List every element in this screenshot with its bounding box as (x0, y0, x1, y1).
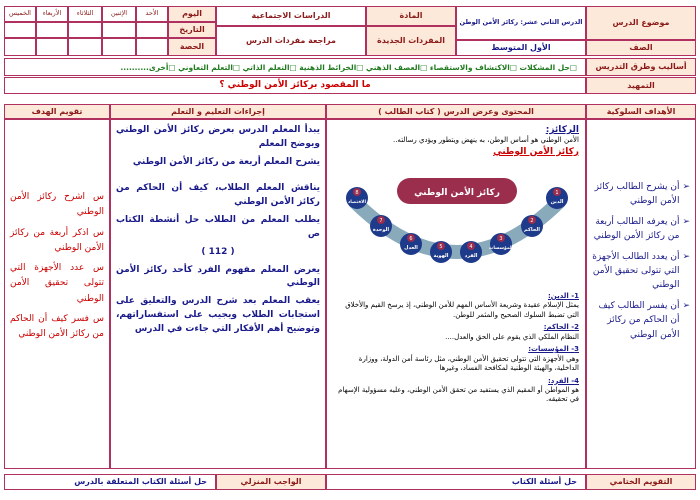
date-label: التاريخ (168, 22, 216, 38)
svg-text:الفرد: الفرد (464, 253, 478, 259)
col-procedures-header: إجراءات التعليم و التعلم (110, 104, 326, 119)
final-eval-label: التقويم الختامي (586, 474, 696, 490)
arrow-bullet-icon: ➢ (682, 182, 690, 192)
section-ruler-text: النظام الملكي الذي يقوم على الحق والعدل.... (445, 332, 579, 341)
subject-label: المادة (366, 6, 456, 26)
content-column (326, 119, 586, 469)
arrow-bullet-icon: ➢ (682, 300, 690, 311)
svg-text:الاقتصاد: الاقتصاد (347, 200, 367, 205)
pillar-node (521, 215, 543, 237)
svg-text:2: 2 (530, 218, 534, 224)
period-cell-2 (102, 38, 136, 56)
procedure-item: يعقب المعلم بعد شرح الدرس والتعليق على استجابات الطلاب ويجيب على استفساراتهم، وتوضيح أهم الأفكار التي جاءت في الدرس (116, 296, 320, 335)
section-individual-title: 4- الفرد: (547, 376, 579, 385)
content-title-pillars: الركائز: (545, 125, 579, 135)
homework-label: الواجب المنزلي (216, 474, 326, 490)
vocab-label: المفردات الجديدة (366, 26, 456, 56)
svg-text:الهوية: الهوية (433, 253, 449, 259)
pillar-node (430, 241, 452, 263)
day-wed: الأربعاء (36, 6, 68, 22)
evaluation-question: س اذكر أربعة من ركائز الأمن الوطني (10, 227, 104, 253)
date-cell-3 (68, 22, 102, 38)
subject-value: الدراسات الاجتماعية (216, 6, 366, 26)
svg-text:6: 6 (409, 236, 413, 242)
svg-text:4: 4 (469, 244, 473, 250)
day-thu: الخميس (4, 6, 36, 22)
pillar-node (460, 241, 482, 263)
svg-text:الوحدة: الوحدة (372, 227, 390, 233)
svg-text:8: 8 (355, 190, 359, 196)
grade-label: الصف (586, 40, 696, 56)
section-religion-text: يمثل الإسلام عقيدة وشريعة الأساس المهم للأمن الوطني، إذ يرسخ القيم والأخلاق التي تضبط السلوك الصحيح والمثمر للوطن. (345, 301, 579, 319)
period-cell-1 (136, 38, 168, 56)
svg-text:1: 1 (555, 190, 559, 196)
objectives-column (586, 119, 696, 469)
lesson-label: موضوع الدرس (586, 6, 696, 40)
section-religion-title: 1- الدين: (547, 292, 579, 300)
svg-text:الدين: الدين (550, 199, 564, 205)
diagram-title: ركائز الأمن الوطني (414, 188, 500, 198)
day-label: اليوم (168, 6, 216, 22)
evaluation-question: س فسر كيف أن الحاكم من ركائز الأمن الوطني (10, 314, 104, 340)
day-mon: الإثنين (102, 6, 136, 22)
procedures-column (110, 119, 326, 469)
date-cell-5 (4, 22, 36, 38)
methods-options: □حل المشكلات □الاكتشاف والاستقصاء □العصف الذهني □الخرائط الذهنية □التعلم الذاتي □التعلم التعاوني □أخرى.......... (4, 58, 586, 76)
procedure-item: يناقش المعلم الطلاب، كيف أن الحاكم من ركائز الأمن الوطني (116, 182, 320, 207)
methods-label: أساليب وطرق التدريس (586, 58, 696, 76)
grade-value: الأول المتوسط (456, 40, 586, 56)
evaluation-column (4, 119, 110, 469)
intro-label: التمهيد (586, 77, 696, 94)
procedure-item: يبدأ المعلم الدرس بعرض ركائز الأمن الوطني ويوضح المعلم (116, 125, 320, 149)
period-cell-4 (36, 38, 68, 56)
objective-item: ➢ أن يعرفه الطالب أربعة من ركائز الأمن الوطني (592, 215, 690, 244)
period-label: الحصة (168, 38, 216, 56)
svg-text:المؤسسات: المؤسسات (488, 246, 514, 251)
svg-text:3: 3 (499, 236, 503, 242)
section-institutions-title: 3- المؤسسات: (528, 345, 579, 354)
date-cell-2 (102, 22, 136, 38)
section-individual-text: هو المواطن أو المقيم الذي يستفيد من تحقق الأمن الوطني، وعليه مسؤولية الإسهام في تحقيقه. (338, 385, 579, 404)
intro-value: ما المقصود بركائز الأمن الوطني ؟ (4, 77, 586, 94)
svg-text:7: 7 (379, 218, 383, 224)
content-title-security-pillars: ركائز الأمن الوطني (493, 146, 579, 157)
section-ruler-title: 2- الحاكم: (543, 323, 579, 332)
procedure-item: يطلب المعلم من الطلاب حل أنشطة الكتاب ص (116, 214, 320, 239)
arrow-bullet-icon: ➢ (682, 216, 690, 227)
pillar-node (400, 233, 422, 255)
period-cell-5 (4, 38, 36, 56)
lesson-value: الدرس الثاني عشر: ركائز الأمن الوطن (456, 6, 586, 40)
homework-value: حل أسئلة الكتاب المتعلقة بالدرس (4, 474, 216, 490)
pillar-node (370, 215, 392, 237)
arrow-bullet-icon: ➢ (682, 251, 690, 262)
pillars-diagram (335, 172, 579, 292)
svg-text:5: 5 (439, 244, 443, 250)
procedure-item: يعرض المعلم مفهوم الفرد كأحد ركائز الأمن الوطني (116, 264, 320, 289)
evaluation-question: س عدد الأجهزة التي تتولى تحقيق الأمن الوطني (10, 263, 104, 304)
objective-item: ➢ أن يشرح الطالب ركائز الأمن الوطني (592, 180, 690, 209)
day-tue: الثلاثاء (68, 6, 102, 22)
svg-text:العدل: العدل (404, 245, 418, 251)
procedure-item: يشرح المعلم أربعة من ركائز الأمن الوطني (132, 156, 320, 167)
date-cell-1 (136, 22, 168, 38)
period-cell-3 (68, 38, 102, 56)
content-intro-text: الأمن الوطني هو أساس الوطن، به ينهض ويتطور ويؤدي رسالته.. (392, 136, 579, 145)
pillar-node (346, 187, 368, 209)
objective-item: ➢ أن يفسر الطالب كيف أن الحاكم من ركائز الأمن الوطني (592, 299, 690, 342)
col-content-header: المحتوى وعرض الدرس ( كتاب الطالب ) (326, 104, 586, 119)
final-eval-value: حل أسئلة الكتاب (326, 474, 586, 490)
svg-text:الحاكم: الحاكم (524, 227, 540, 233)
pillar-node (546, 187, 568, 209)
evaluation-question: س اشرح ركائز الأمن الوطني (10, 192, 104, 218)
procedure-page-ref: ( 112 ) (201, 246, 235, 257)
date-cell-4 (36, 22, 68, 38)
vocab-value: مراجعة مفردات الدرس (216, 26, 366, 56)
section-institutions-text: وهي الأجهزة التي تتولى تحقيق الأمن الوطني، مثل رئاسة أمن الدولة، ووزارة الداخلية، والهيئة الوطنية لمكافحة الفساد، وغيرها (358, 354, 579, 373)
col-objectives-header: الأهداف السلوكية (586, 104, 696, 119)
col-evaluation-header: تقويم الهدف (4, 104, 110, 119)
day-sun: الأحد (136, 6, 168, 22)
objective-item: ➢ أن يعدد الطالب الأجهزة التي تتولى تحقيق الأمن الوطني (592, 250, 690, 293)
